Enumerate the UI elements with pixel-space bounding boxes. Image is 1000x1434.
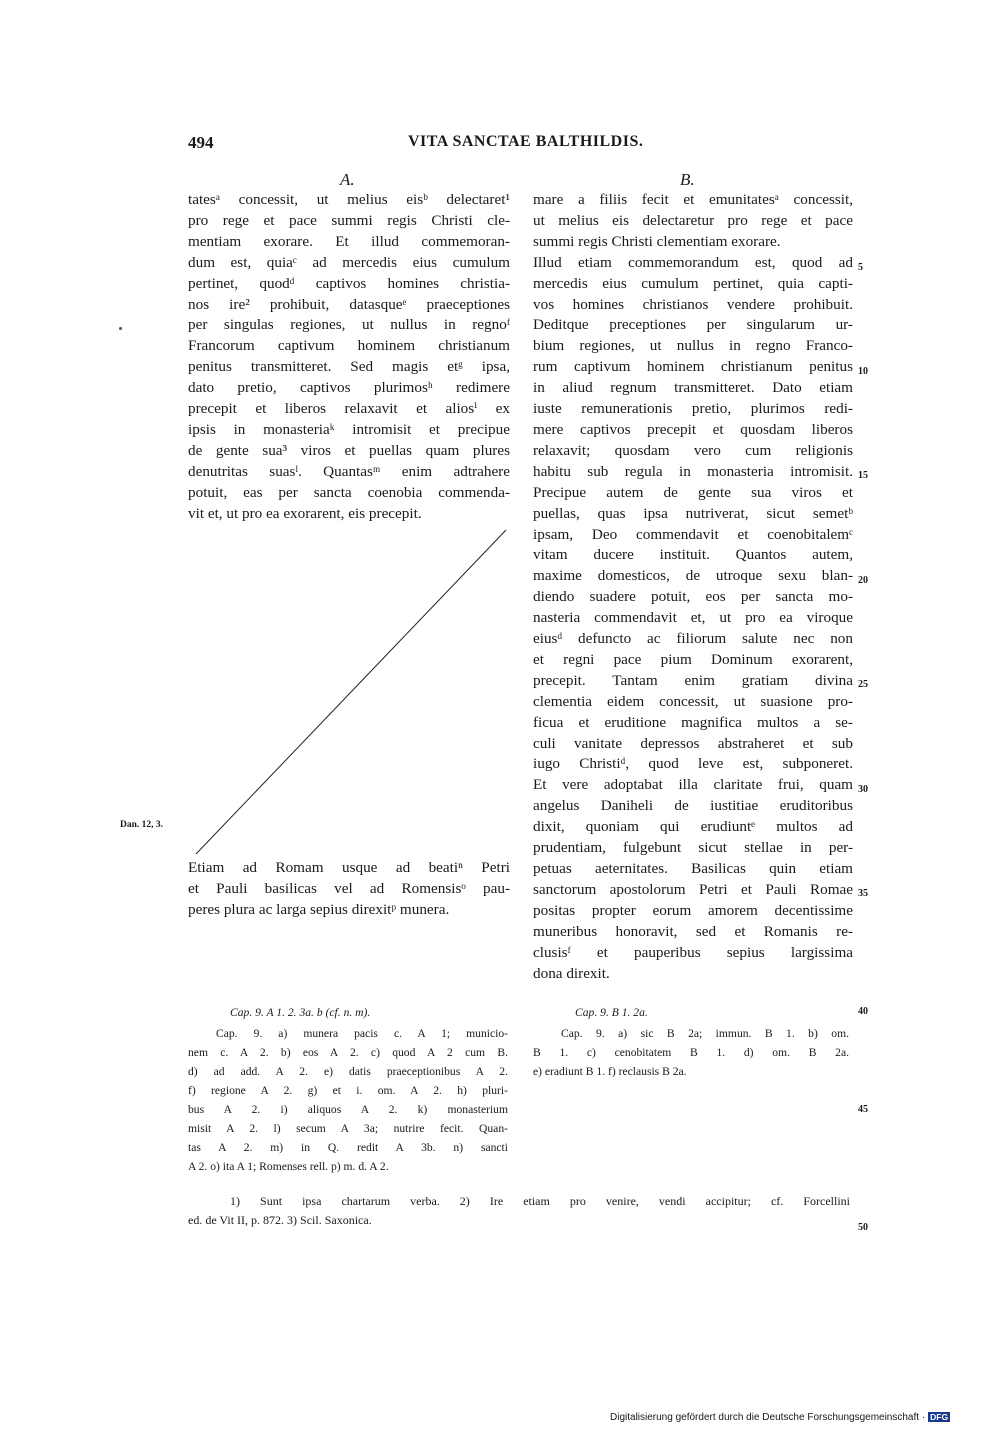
text-line: diendo suadere potuit, eos per sancta mo-	[533, 588, 853, 606]
line-number: 30	[858, 784, 868, 795]
line-number: 10	[858, 366, 868, 377]
text-line: iuste remunerationis pretio, plurimos redi-	[533, 400, 853, 418]
text-line: B 1. c) cenobitatem B 1. d) om. B 2a.	[533, 1046, 849, 1059]
column-b-label: B.	[680, 170, 695, 189]
text-line: Illud etiam commemorandum est, quod ad	[533, 253, 853, 271]
text-line: dato pretio, captivos plurimosʰ redimere	[188, 379, 510, 397]
apparatus-notes-b	[533, 1003, 849, 1081]
text-line: e) eradiunt B 1. f) reclausis B 2a.	[533, 1065, 687, 1078]
line-number: 50	[858, 1222, 868, 1233]
text-line: precepit. Tantam enim gratiam divina	[533, 671, 853, 689]
text-line: mare a filiis fecit et emunitatesᵃ concessit,	[533, 191, 853, 208]
text-line: ed. de Vit II, p. 872. 3) Scil. Saxonica.	[188, 1213, 372, 1227]
text-line: vit et, ut pro ea exorarent, eis precepit.	[188, 504, 422, 522]
text-line: ipsam, Deo commendavit et coenobitalemᶜ	[533, 525, 853, 543]
text-line: maxime domesticos, de utroque sexu blan-	[533, 567, 853, 585]
text-line: vos homines christianos vendere prohibuit.	[533, 295, 853, 313]
text-line: bus A 2. i) aliquos A 2. k) monasterium	[188, 1103, 508, 1116]
text-line: penitus transmitteret. Sed magis etᵍ ipsa,	[188, 358, 510, 376]
text-line: denutritas suasˡ. Quantasᵐ enim adtrahere	[188, 462, 510, 480]
column-a-label: A.	[340, 170, 355, 189]
text-line: et Pauli basilicas vel ad Romensisᵒ pau-	[188, 879, 510, 897]
text-line: habitu sub regula in monasteria intromisit.	[533, 462, 853, 480]
column-a-closing-text	[188, 858, 510, 921]
text-line: clementia eidem concessit, ut suasione pro-	[533, 692, 853, 710]
text-line: A 2. o) ita A 1; Romenses rell. p) m. d. A 2.	[188, 1160, 389, 1173]
text-line: Deditque preceptiones per singularum ur-	[533, 316, 853, 334]
text-line: summi regis Christi clementiam exorare.	[533, 232, 781, 250]
text-line: vitam ducere instituit. Quantos autem,	[533, 546, 853, 564]
text-line: angelus Daniheli de iustitiae eruditoribus	[533, 797, 853, 815]
text-line: peres plura ac larga sepius direxitᵖ munera.	[188, 900, 450, 918]
page-number: 494	[188, 133, 214, 152]
footnotes	[188, 1192, 850, 1230]
text-line: mentiam exorare. Et illud commemoran-	[188, 232, 510, 250]
text-line: dum est, quiaᶜ ad mercedis eius cumulum	[188, 253, 510, 271]
text-line: potuit, eas per sancta coenobia commenda-	[188, 483, 510, 501]
dfg-logo: DFG	[930, 1412, 949, 1422]
margin-reference: Dan. 12, 3.	[120, 820, 164, 830]
text-line: nem c. A 2. b) eos A 2. c) quod A 2 cum B.	[188, 1046, 508, 1059]
diagonal-rule	[196, 530, 506, 854]
text-line: Etiam ad Romam usque ad beatiⁿ Petri	[188, 859, 510, 876]
text-line: ut melius eis delectaretur pro rege et pace	[533, 211, 853, 229]
text-line: prudentiam, fulgebunt sicut stellae in per-	[533, 839, 853, 857]
line-number: 45	[858, 1104, 868, 1115]
credit-text: Digitalisierung gefördert durch die Deutsche Forschungsgemeinschaft ·	[610, 1412, 926, 1423]
text-line: Cap. 9. A 1. 2. 3a. b (cf. n. m).	[230, 1006, 371, 1019]
line-number: 15	[858, 470, 868, 481]
text-line: precepit et liberos relaxavit et aliosⁱ ex	[188, 400, 510, 418]
text-line: eiusᵈ defuncto ac filiorum salute nec non	[533, 630, 853, 648]
text-line: iugo Christiᵈ, quod leve est, subponeret.	[533, 755, 853, 773]
running-title: VITA SANCTAE BALTHILDIS.	[408, 133, 644, 150]
text-line: in aliud regnum transmitteret. Dato etiam	[533, 379, 853, 397]
text-line: rum captivum hominem christianum penitus	[533, 358, 853, 376]
text-line: nos ire² prohibuit, datasqueᵉ praeceptiones	[188, 295, 510, 313]
text-line: dona direxit.	[533, 964, 610, 982]
text-line: pertinet, quodᵈ captivos homines christia-	[188, 274, 510, 292]
text-line: bium regiones, ut nullus in regno Franco-	[533, 337, 853, 355]
line-number: 40	[858, 1006, 868, 1017]
text-line: de gente sua³ viros et puellas quam plures	[188, 441, 510, 459]
text-line: petuas aeternitates. Basilicas quin etiam	[533, 860, 853, 877]
text-line: Precipue autem de gente sua viros et	[533, 483, 853, 501]
text-line: d) ad add. A 2. e) datis praeceptionibus A 2.	[188, 1065, 508, 1078]
text-line: sanctorum apostolorum Petri et Pauli Romae	[533, 880, 853, 898]
line-number: 35	[858, 888, 868, 899]
text-line: Cap. 9. a) munera pacis c. A 1; municio-	[216, 1027, 508, 1040]
line-number: 5	[858, 262, 863, 273]
text-line: Francorum captivum hominem christianum	[188, 337, 510, 355]
text-line: misit A 2. l) secum A 3a; nutrire fecit. Quan-	[188, 1122, 508, 1135]
text-line: relaxavit; quosdam vero cum religionis	[533, 441, 853, 459]
apparatus-notes-a	[188, 1003, 508, 1176]
text-line: et regni pace pium Dominum exorarent,	[533, 650, 853, 668]
text-line: Cap. 9. a) sic B 2a; immun. B 1. b) om.	[561, 1027, 849, 1040]
text-line: Et vere adoptabat illa claritate frui, quam	[533, 776, 853, 794]
text-line: mere captivos precepit et quosdam liberos	[533, 420, 853, 438]
text-line: puellas, quas ipsa nutriverat, sicut semetᵇ	[533, 504, 853, 522]
text-line: muneribus honoravit, sed et Romanis re-	[533, 922, 853, 940]
line-number: 20	[858, 575, 868, 586]
text-line: ficua et eruditione magnifica multos a se-	[533, 713, 853, 731]
digitization-credit	[610, 1412, 950, 1423]
text-line: per singulas regiones, ut nullus in regnoᶠ	[188, 316, 510, 334]
text-line: mercedis eius cumulum pertinet, quia capti-	[533, 274, 853, 292]
text-line: dixit, quoniam qui erudiuntᵉ multos ad	[533, 818, 853, 836]
text-line: Cap. 9. B 1. 2a.	[575, 1006, 648, 1019]
text-line: pro rege et pace summi regis Christi cle-	[188, 211, 510, 229]
column-b-text	[533, 190, 853, 984]
text-line: tas A 2. m) in Q. redit A 3b. n) sancti	[188, 1141, 508, 1154]
text-line: tatesᵃ concessit, ut melius eisᵇ delectaret¹	[188, 191, 510, 208]
line-number: 25	[858, 679, 868, 690]
text-line: 1) Sunt ipsa chartarum verba. 2) Ire etiam pro venire, vendi accipitur; cf. Forcellini	[230, 1194, 850, 1208]
text-line: culi vanitate depressos abstraheret et sub	[533, 734, 853, 752]
margin-dot	[119, 327, 122, 330]
text-line: positas propter eorum amorem decentissime	[533, 901, 853, 919]
text-line: ipsis in monasteriaᵏ intromisit et precipue	[188, 420, 510, 438]
text-line: clusisᶠ et pauperibus sepius largissima	[533, 943, 853, 961]
text-line: f) regione A 2. g) et i. om. A 2. h) pluri-	[188, 1084, 508, 1097]
text-line: nasteria commendavit et, ut pro ea viroque	[533, 609, 853, 627]
